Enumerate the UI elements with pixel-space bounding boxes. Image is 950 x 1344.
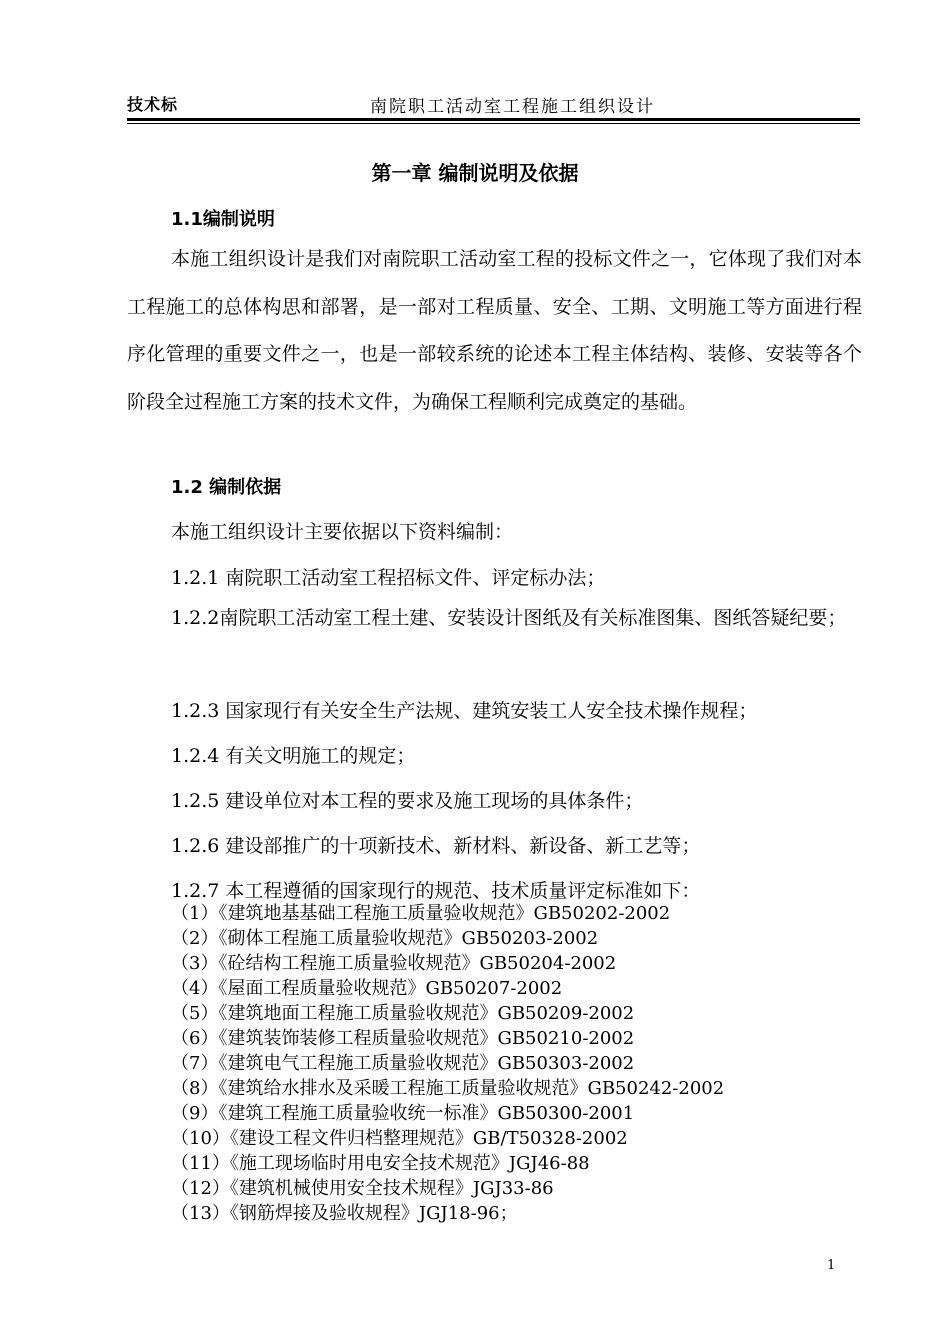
standard-item: （12）《建筑机械使用安全技术规程》JGJ33-86 — [171, 1178, 554, 1199]
section-1-2-intro: 本施工组织设计主要依据以下资料编制： — [171, 521, 514, 543]
basis-item-1-2-1: 1.2.1 南院职工活动室工程招标文件、评定标办法； — [171, 567, 606, 589]
basis-item-1-2-2: 1.2.2南院职工活动室工程土建、安装设计图纸及有关标准图集、图纸答疑纪要； — [171, 607, 847, 629]
standard-item: （11）《施工现场临时用电安全技术规范》JGJ46-88 — [171, 1153, 590, 1174]
standard-item: （5）《建筑地面工程施工质量验收规范》GB50209-2002 — [171, 1003, 635, 1024]
basis-item-1-2-7: 1.2.7 本工程遵循的国家现行的规范、技术质量评定标准如下： — [171, 880, 701, 902]
standard-item: （10）《建设工程文件归档整理规范》GB/T50328-2002 — [171, 1128, 628, 1149]
page-number: 1 — [827, 1258, 836, 1273]
chapter-title: 第一章 编制说明及依据 — [371, 161, 579, 185]
standards-list — [171, 901, 724, 1226]
header-rule-thick — [127, 118, 860, 121]
standard-item: （3）《砼结构工程施工质量验收规范》GB50204-2002 — [171, 953, 617, 974]
basis-item-1-2-4: 1.2.4 有关文明施工的规定； — [171, 745, 416, 767]
basis-item-1-2-6: 1.2.6 建设部推广的十项新技术、新材料、新设备、新工艺等； — [171, 835, 701, 857]
standard-item: （7）《建筑电气工程施工质量验收规范》GB50303-2002 — [171, 1053, 635, 1074]
header-bid-label: 技术标 — [127, 95, 179, 114]
page-header — [127, 90, 860, 120]
section-heading-1-1: 1.1编制说明 — [171, 209, 275, 230]
standard-item: （6）《建筑装饰装修工程质量验收规范》GB50210-2002 — [171, 1028, 635, 1049]
section-1-1-paragraph: 本施工组织设计是我们对南院职工活动室工程的投标文件之一，它体现了我们对本工程施工的总体构思和部署，是一部对工程质量、安全、工期、文明施工等方面进行程序化管理的重要文件之一，也是一部较系统的论述本工程主体结构、装修、安装等各个阶段全过程施工方案的技术文件，为确保工程顺利完成奠定的基础。 — [127, 248, 862, 413]
header-title: 南院职工活动室工程施工组织设计 — [370, 97, 655, 117]
standard-item: （13）《钢筋焊接及验收规程》JGJ18-96； — [171, 1203, 518, 1224]
standard-item: （9）《建筑工程施工质量验收统一标准》GB50300-2001 — [171, 1103, 635, 1124]
standard-item: （2）《砌体工程施工质量验收规范》GB50203-2002 — [171, 928, 599, 949]
header-rule-thin — [127, 123, 860, 124]
standard-item: （4）《屋面工程质量验收规范》GB50207-2002 — [171, 978, 563, 999]
basis-item-1-2-5: 1.2.5 建设单位对本工程的要求及施工现场的具体条件； — [171, 790, 644, 812]
standard-item: （1）《建筑地基基础工程施工质量验收规范》GB50202-2002 — [171, 903, 671, 924]
standard-item: （8）《建筑给水排水及采暖工程施工质量验收规范》GB50242-2002 — [171, 1078, 725, 1099]
basis-item-1-2-3: 1.2.3 国家现行有关安全生产法规、建筑安装工人安全技术操作规程； — [171, 700, 758, 722]
section-heading-1-2: 1.2 编制依据 — [171, 477, 282, 498]
